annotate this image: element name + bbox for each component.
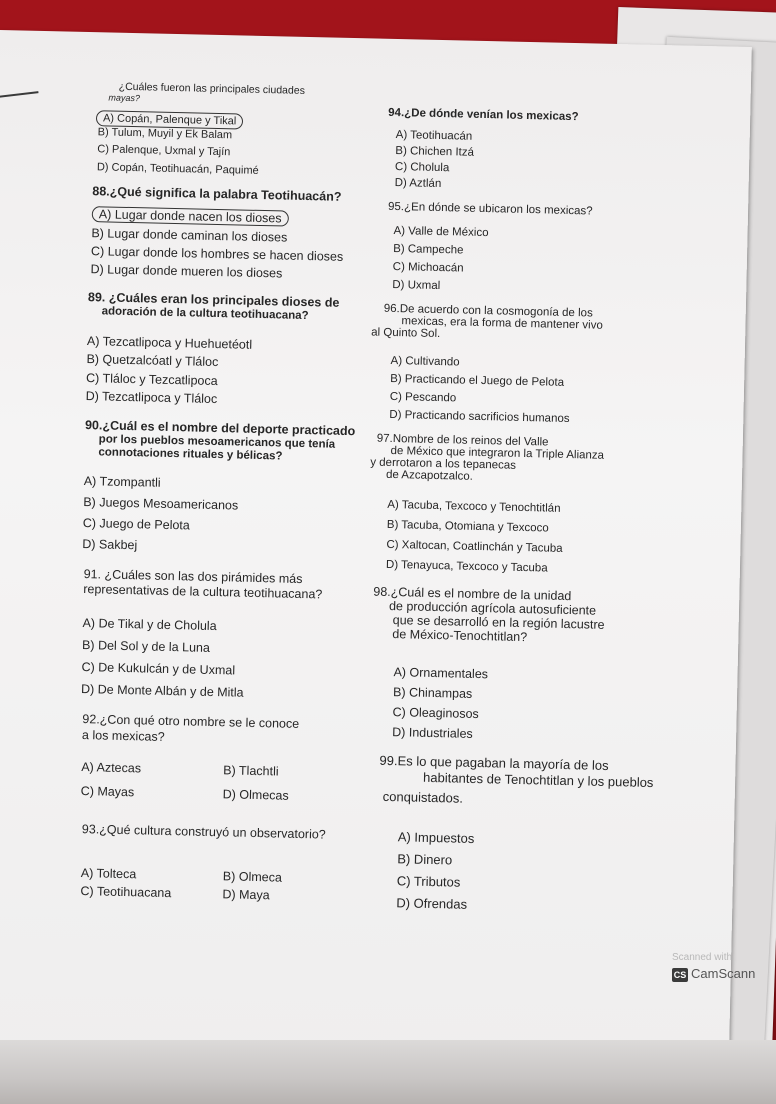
q97-question-l4: de Azcapotzalco.	[385, 468, 474, 483]
exam-page	[0, 30, 752, 1087]
q99-option-c: C) Tributos	[396, 873, 461, 890]
q87-heading-2: mayas?	[108, 92, 141, 104]
q92-option-c: C) Mayas	[80, 784, 135, 800]
q90-option-a: A) Tzompantli	[83, 474, 161, 490]
q87-option-c: C) Palenque, Uxmal y Tajín	[97, 143, 231, 159]
q91-question-l2: representativas de la cultura teotihuacana?	[83, 582, 323, 602]
q87-option-b: B) Tulum, Muyil y Ek Balam	[97, 126, 233, 142]
q98-question-l4: de México-Tenochtitlan?	[392, 627, 528, 645]
q98-question-l3: que se desarrolló en la región lacustre	[392, 613, 605, 632]
q95-option-c: C) Michoacán	[392, 260, 464, 275]
q92-question-l1: 92.¿Con qué otro nombre se le conoce	[82, 712, 300, 731]
q99-question-l3: conquistados.	[382, 788, 464, 806]
q97-option-d: D) Tenayuca, Texcoco y Tacuba	[385, 558, 548, 575]
q88-option-b: B) Lugar donde caminan los dioses	[91, 226, 288, 245]
q98-question-l1: 98.¿Cuál es el nombre de la unidad	[373, 584, 572, 604]
q98-option-c: C) Oleaginosos	[392, 705, 479, 722]
fold-line	[0, 91, 39, 98]
q98-question-l2: de producción agrícola autosuficiente	[388, 598, 597, 618]
q95-option-a: A) Valle de México	[393, 224, 489, 240]
q95-question: 95.¿En dónde se ubicaron los mexicas?	[387, 200, 593, 218]
q92-question-l2: a los mexicas?	[81, 728, 165, 744]
q96-question-l2: mexicas, era la forma de mantener vivo	[401, 315, 603, 332]
camscanner-badge	[672, 966, 755, 982]
q88-option-d: D) Lugar donde mueren los dioses	[90, 262, 283, 281]
q99-option-d: D) Ofrendas	[396, 895, 468, 912]
q89-option-d: D) Tezcatlipoca y Tláloc	[85, 389, 218, 407]
q87-option-a: A) Copán, Palenque y Tikal	[96, 110, 244, 129]
q94-option-b: B) Chichen Itzá	[395, 145, 475, 159]
q93-option-b: B) Olmeca	[222, 869, 283, 885]
q99-question-l2: habitantes de Tenochtitlan y los pueblos	[422, 769, 654, 791]
q94-option-d: D) Aztlán	[394, 176, 442, 191]
q92-option-d: D) Olmecas	[222, 787, 289, 803]
paper-bottom-edge	[0, 1040, 776, 1104]
q97-question-l3: y derrotaron a los tepanecas	[370, 456, 517, 472]
q87-option-d: D) Copán, Teotihuacán, Paquimé	[96, 161, 259, 177]
q97-question-l1: 97.Nombre de los reinos del Valle	[376, 432, 549, 449]
q93-option-d: D) Maya	[222, 887, 270, 903]
q93-option-c: C) Teotihuacana	[80, 884, 172, 901]
q88-question: 88.¿Qué significa la palabra Teotihuacán?	[92, 184, 342, 204]
camscanner-logo-icon: CS	[673, 970, 687, 980]
q97-option-c: C) Xaltocan, Coatlinchán y Tacuba	[386, 538, 563, 555]
q95-option-d: D) Uxmal	[392, 278, 441, 293]
q98-option-d: D) Industriales	[392, 725, 473, 741]
q89-option-a: A) Tezcatlipoca y Huehuetéotl	[86, 334, 253, 352]
q91-option-d: D) De Monte Albán y de Mitla	[80, 682, 244, 700]
scanned-with-text: Scanned with	[672, 952, 733, 963]
q90-question-l2: por los pueblos mesoamericanos que tenía	[98, 433, 336, 451]
q92-option-b: B) Tlachtli	[223, 763, 279, 779]
q93-option-a: A) Tolteca	[80, 866, 137, 882]
q99-option-a: A) Impuestos	[397, 829, 475, 846]
q94-question: 94.¿De dónde venían los mexicas?	[388, 106, 579, 124]
q99-option-b: B) Dinero	[397, 851, 453, 868]
q90-question-l3: connotaciones rituales y bélicas?	[98, 446, 283, 463]
q97-question-l2: de México que integraron la Triple Alianza	[390, 444, 605, 462]
q89-option-b: B) Quetzalcóatl y Tláloc	[86, 352, 219, 370]
q94-option-a: A) Teotihuacán	[395, 129, 473, 143]
q91-option-a: A) De Tikal y de Cholula	[82, 616, 217, 634]
q91-option-c: C) De Kukulcán y de Uxmal	[81, 660, 236, 678]
q95-option-b: B) Campeche	[392, 242, 464, 257]
q97-option-b: B) Tacuba, Otomiana y Texcoco	[386, 518, 549, 535]
q90-option-c: C) Juego de Pelota	[82, 516, 190, 533]
q98-option-b: B) Chinampas	[392, 685, 473, 701]
q96-option-a: A) Cultivando	[390, 354, 460, 369]
q94-option-c: C) Cholula	[394, 160, 450, 175]
q98-option-a: A) Ornamentales	[393, 665, 489, 682]
q92-option-a: A) Aztecas	[81, 760, 142, 776]
camscanner-brand: CamScann	[691, 966, 756, 981]
q99-question-l1: 99.Es lo que pagaban la mayoría de los	[379, 752, 609, 773]
q89-question-l2: adoración de la cultura teotihuacana?	[101, 305, 309, 323]
q90-question-l1: 90.¿Cuál es el nombre del deporte practicado	[84, 418, 356, 439]
q96-question-l1: 96.De acuerdo con la cosmogonía de los	[383, 302, 593, 320]
q90-option-b: B) Juegos Mesoamericanos	[83, 495, 239, 513]
q88-option-c: C) Lugar donde los hombres se hacen dioses	[90, 244, 344, 264]
q89-option-c: C) Tláloc y Tezcatlipoca	[85, 371, 218, 389]
q96-question-l3: al Quinto Sol.	[371, 326, 441, 341]
q89-question-l1: 89. ¿Cuáles eran los principales dioses de	[87, 290, 340, 310]
q87-heading: ¿Cuáles fueron las principales ciudades	[118, 80, 306, 97]
q91-question-l1: 91. ¿Cuáles son las dos pirámides más	[83, 567, 303, 587]
q96-option-b: B) Practicando el Juego de Pelota	[390, 372, 565, 389]
q88-option-a: A) Lugar donde nacen los dioses	[92, 206, 289, 226]
q91-option-b: B) Del Sol y de la Luna	[81, 638, 211, 655]
q96-option-c: C) Pescando	[389, 390, 457, 405]
q96-option-d: D) Practicando sacrificios humanos	[389, 408, 570, 426]
q93-question: 93.¿Qué cultura construyó un observatorio?	[81, 822, 326, 842]
q97-option-a: A) Tacuba, Texcoco y Tenochtitlán	[387, 498, 561, 515]
q90-option-d: D) Sakbej	[82, 537, 138, 553]
